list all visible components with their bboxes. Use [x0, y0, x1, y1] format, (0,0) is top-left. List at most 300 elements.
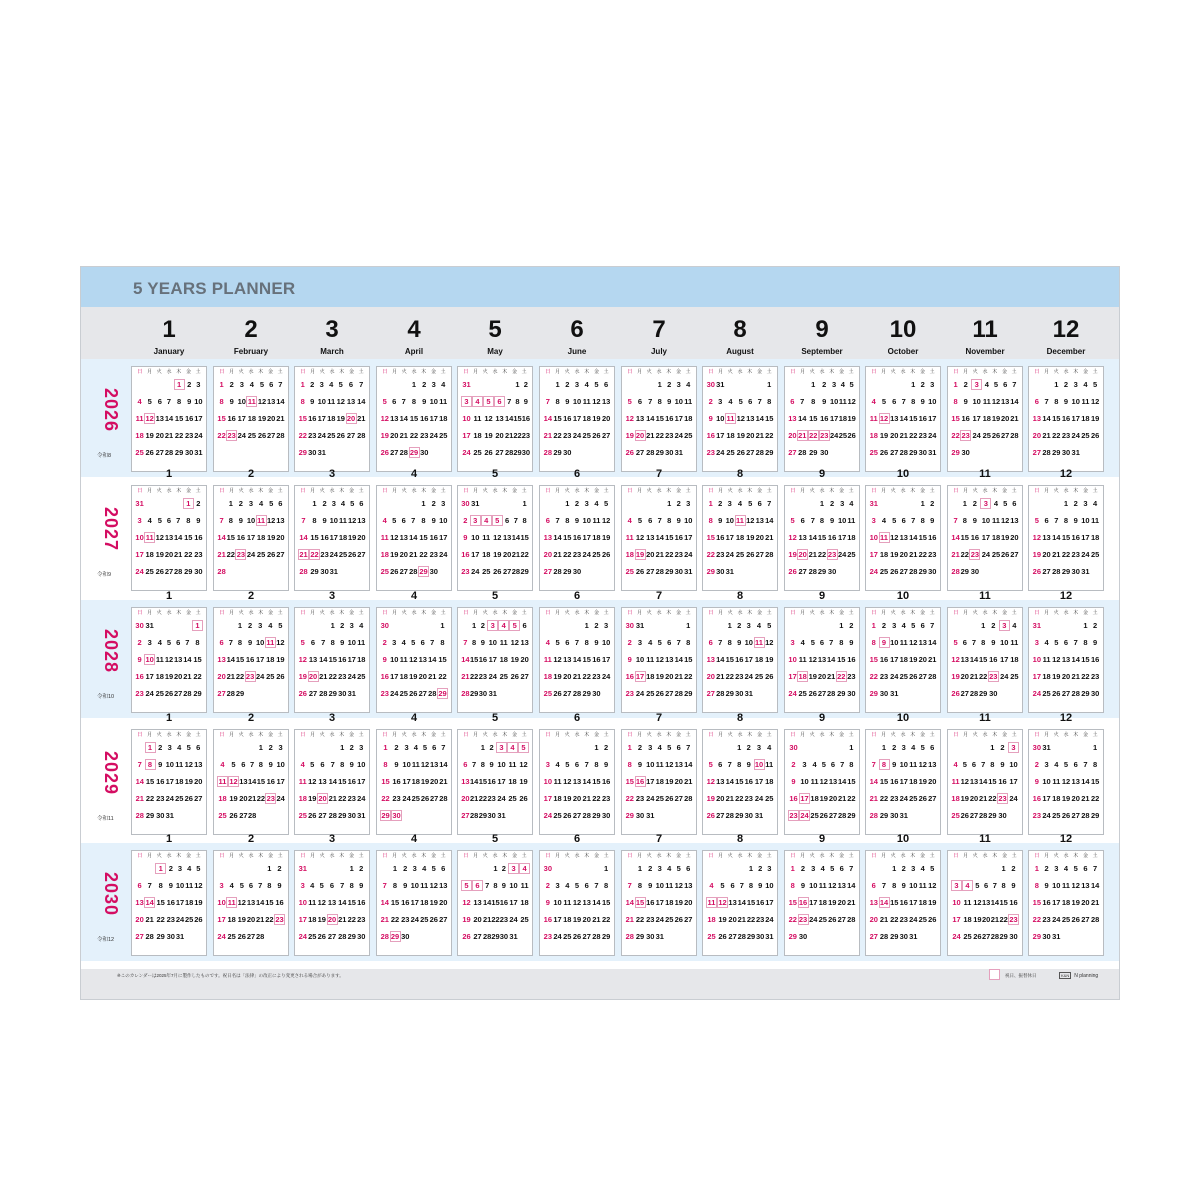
day-cell: 4: [565, 881, 570, 890]
day-cell: 3: [545, 760, 550, 769]
day-cell: 3: [196, 380, 201, 389]
day-cell: 6: [432, 743, 437, 752]
day-cell: 12: [510, 638, 519, 647]
day-grid: [217, 498, 285, 583]
day-cell: 22: [390, 915, 400, 924]
day-grid: [217, 620, 285, 705]
day-cell: 17: [809, 898, 818, 907]
day-cell: 4: [881, 516, 887, 525]
day-cell: 20: [716, 794, 725, 803]
empty-day: [164, 498, 173, 515]
day-cell: 15: [706, 533, 715, 542]
weekday-label: 水: [900, 488, 906, 494]
day-cell: 27: [399, 567, 408, 576]
empty-day: [248, 742, 257, 759]
month-calendar-2026-6: [539, 366, 615, 472]
day-cell: 4: [953, 760, 958, 769]
day-cell: 4: [220, 760, 225, 769]
day-cell: 25: [665, 915, 674, 924]
day-cell: 9: [1011, 881, 1016, 890]
day-cell: 7: [219, 516, 224, 525]
day-cell: 16: [827, 533, 837, 542]
day-grid: [543, 498, 611, 583]
weekday-label: 金: [511, 488, 517, 494]
day-cell: 30: [185, 448, 194, 457]
month-label: 10: [896, 468, 910, 480]
day-cell: 13: [928, 760, 937, 769]
weekday-label: 水: [1063, 488, 1069, 494]
day-cell: 27: [969, 811, 979, 820]
day-cell: 11: [625, 533, 634, 542]
weekday-header: [543, 610, 611, 617]
day-grid: [461, 379, 529, 464]
day-cell: 18: [765, 777, 774, 786]
day-cell: 18: [847, 533, 856, 542]
day-cell: 12: [951, 655, 960, 664]
empty-day: [472, 863, 483, 880]
day-grid: [543, 620, 611, 705]
day-cell: 15: [1061, 533, 1071, 542]
day-cell: 13: [318, 777, 327, 786]
day-cell: 6: [392, 397, 397, 406]
empty-day: [543, 379, 553, 396]
day-cell: 11: [227, 898, 236, 907]
day-cell: 13: [267, 397, 276, 406]
weekday-label: 月: [310, 853, 316, 859]
weekday-label: 火: [809, 369, 815, 375]
day-cell: 17: [462, 431, 471, 440]
day-cell: 11: [726, 414, 735, 423]
weekday-header: [1032, 610, 1100, 617]
day-cell: 6: [1003, 380, 1008, 389]
weekday-label: 月: [637, 732, 643, 738]
weekday-label: 月: [147, 732, 153, 738]
day-cell: 4: [686, 380, 691, 389]
day-cell: 8: [1083, 638, 1088, 647]
day-cell: 9: [830, 516, 835, 525]
day-cell: 29: [156, 932, 165, 941]
day-cell: 27: [582, 932, 591, 941]
empty-day: [1071, 742, 1081, 759]
day-grid: [298, 742, 366, 827]
weekday-label: 日: [463, 369, 469, 375]
day-cell: 27: [1010, 550, 1019, 559]
day-cell: 3: [487, 620, 498, 637]
day-cell: 1: [637, 864, 643, 873]
day-cell: 12: [973, 898, 982, 907]
weekday-label: 火: [401, 732, 407, 738]
day-cell: 27: [267, 431, 276, 440]
weekday-label: 金: [185, 610, 191, 616]
weekday-label: 日: [137, 732, 143, 738]
day-cell: 18: [1042, 672, 1051, 681]
day-cell: 7: [382, 881, 387, 890]
empty-day: [553, 498, 563, 515]
day-cell: 8: [981, 638, 986, 647]
day-cell: 13: [572, 777, 582, 786]
day-cell: 26: [1071, 915, 1080, 924]
day-cell: 9: [382, 655, 387, 664]
day-cell: 18: [951, 794, 960, 803]
weekday-label: 日: [953, 610, 959, 616]
day-cell: 19: [390, 550, 399, 559]
day-cell: 10: [928, 397, 937, 406]
day-cell: 16: [245, 655, 255, 664]
day-cell: 29: [960, 567, 969, 576]
day-cell: 8: [421, 516, 426, 525]
weekday-label: 日: [382, 853, 388, 859]
empty-day: [543, 742, 553, 759]
day-grid: [543, 863, 611, 948]
weekday-label: 水: [1063, 610, 1069, 616]
day-cell: 19: [718, 915, 727, 924]
month-header-3: [294, 307, 370, 359]
day-cell: 21: [380, 915, 389, 924]
empty-day: [979, 742, 988, 759]
empty-day: [317, 742, 328, 759]
day-cell: 30: [918, 448, 927, 457]
day-cell: 4: [177, 743, 182, 752]
day-cell: 10: [165, 760, 174, 769]
day-cell: 29: [347, 932, 356, 941]
day-cell: 7: [1012, 380, 1017, 389]
empty-day: [562, 620, 572, 637]
day-cell: 6: [1063, 638, 1069, 647]
day-cell: 27: [755, 550, 764, 559]
day-cell: 17: [744, 655, 753, 664]
day-cell: 4: [840, 380, 845, 389]
day-cell: 17: [410, 898, 419, 907]
day-cell: 10: [1071, 397, 1080, 406]
empty-day: [338, 863, 348, 880]
day-grid: [625, 742, 693, 827]
empty-day: [592, 863, 602, 880]
day-cell: 27: [684, 915, 693, 924]
month-label: 2: [247, 590, 255, 602]
day-cell: 6: [137, 881, 142, 890]
day-cell: 11: [592, 516, 601, 525]
weekday-label: 金: [348, 610, 354, 616]
weekday-label: 火: [156, 369, 162, 375]
day-cell: 3: [248, 499, 254, 508]
month-header-9: [784, 307, 860, 359]
day-cell: 27: [439, 915, 448, 924]
day-cell: 29: [184, 567, 193, 576]
weekday-label: 木: [584, 488, 590, 494]
day-cell: 21: [572, 672, 582, 681]
day-grid: [298, 498, 366, 583]
day-cell: 4: [820, 864, 825, 873]
day-cell: 23: [798, 915, 808, 924]
day-cell: 11: [963, 898, 972, 907]
day-cell: 7: [228, 638, 233, 647]
day-cell: 1: [267, 864, 272, 873]
weekday-label: 木: [421, 853, 427, 859]
day-cell: 6: [329, 881, 335, 890]
day-cell: 17: [347, 655, 356, 664]
weekday-header: [951, 488, 1019, 495]
day-cell: 29: [879, 811, 889, 820]
day-cell: 19: [229, 794, 238, 803]
month-calendar-2028-1: [131, 607, 207, 713]
day-cell: 3: [746, 621, 751, 630]
weekday-label: 土: [1011, 610, 1017, 616]
day-cell: 8: [871, 638, 876, 647]
weekday-header: [1032, 488, 1100, 495]
day-cell: 17: [725, 533, 734, 542]
day-cell: 28: [979, 811, 988, 820]
day-cell: 18: [1061, 898, 1071, 907]
day-cell: 5: [830, 864, 835, 873]
day-cell: 13: [635, 414, 645, 423]
day-cell: 6: [310, 638, 316, 647]
day-cell: 2: [565, 380, 570, 389]
day-cell: 5: [748, 499, 753, 508]
day-cell: 1: [594, 743, 599, 752]
day-cell: 14: [543, 414, 553, 423]
day-cell: 31: [357, 811, 366, 820]
empty-day: [706, 863, 717, 880]
weekday-label: 火: [972, 853, 978, 859]
day-cell: 15: [298, 414, 307, 423]
weekday-label: 水: [900, 369, 906, 375]
day-cell: 6: [348, 380, 354, 389]
day-cell: 21: [226, 672, 235, 681]
month-label: 10: [896, 833, 910, 845]
weekday-label: 月: [800, 488, 806, 494]
weekday-label: 水: [656, 369, 662, 375]
day-cell: 6: [667, 638, 672, 647]
weekday-label: 金: [430, 853, 436, 859]
day-cell: 10: [194, 397, 203, 406]
day-cell: 9: [667, 397, 672, 406]
day-cell: 14: [979, 777, 988, 786]
day-cell: 27: [890, 448, 899, 457]
day-cell: 19: [155, 550, 164, 559]
day-cell: 21: [847, 898, 856, 907]
day-cell: 28: [869, 811, 878, 820]
day-cell: 14: [247, 777, 257, 786]
day-cell: 24: [1071, 431, 1080, 440]
weekday-label: 土: [195, 610, 201, 616]
day-cell: 27: [461, 811, 470, 820]
day-cell: 19: [420, 777, 430, 786]
weekday-label: 火: [238, 369, 244, 375]
month-label: 9: [818, 468, 826, 480]
day-cell: 25: [798, 689, 807, 698]
weekday-label: 日: [137, 488, 143, 494]
day-cell: 19: [674, 898, 683, 907]
day-cell: 8: [748, 881, 754, 890]
day-cell: 15: [890, 898, 899, 907]
weekday-label: 水: [737, 732, 743, 738]
empty-day: [505, 379, 513, 396]
weekday-header: [706, 732, 774, 739]
day-cell: 9: [594, 638, 599, 647]
month-calendar-2028-4: [376, 607, 452, 713]
day-cell: 7: [1083, 760, 1088, 769]
weekday-label: 月: [310, 732, 316, 738]
day-cell: 26: [336, 431, 345, 440]
weekday-label: 火: [564, 853, 570, 859]
day-cell: 16: [380, 672, 389, 681]
weekday-label: 金: [919, 853, 925, 859]
month-label: 3: [328, 833, 336, 845]
weekday-label: 火: [401, 610, 407, 616]
day-cell: 16: [320, 533, 329, 542]
weekday-header: [135, 610, 203, 617]
day-cell: 7: [555, 516, 560, 525]
day-cell: 12: [765, 638, 774, 647]
day-cell: 4: [584, 380, 589, 389]
day-grid: [1032, 863, 1100, 948]
day-cell: 9: [463, 533, 468, 542]
month-calendar-2027-10: [865, 485, 941, 591]
day-cell: 31: [497, 811, 506, 820]
day-cell: 9: [229, 397, 234, 406]
day-cell: 17: [981, 533, 991, 542]
weekday-label: 日: [545, 610, 551, 616]
empty-day: [308, 863, 318, 880]
weekday-label: 土: [848, 853, 854, 859]
weekday-label: 金: [430, 369, 436, 375]
day-cell: 23: [635, 794, 645, 803]
day-cell: 3: [901, 743, 906, 752]
day-cell: 17: [543, 794, 553, 803]
day-cell: 9: [187, 397, 192, 406]
weekday-label: 日: [300, 610, 306, 616]
day-cell: 28: [439, 794, 448, 803]
day-cell: 4: [441, 380, 446, 389]
day-cell: 29: [601, 932, 611, 941]
day-cell: 26: [184, 794, 193, 803]
day-cell: 26: [1090, 431, 1100, 440]
weekday-label: 火: [890, 610, 896, 616]
day-cell: 2: [892, 743, 897, 752]
day-cell: 24: [655, 915, 664, 924]
day-cell: 14: [725, 777, 734, 786]
day-cell: 12: [890, 533, 899, 542]
day-cell: 11: [218, 777, 227, 786]
weekday-label: 水: [656, 488, 662, 494]
day-cell: 3: [508, 863, 519, 880]
weekday-label: 月: [229, 853, 235, 859]
day-cell: 31: [471, 499, 480, 508]
day-cell: 3: [177, 864, 183, 873]
day-cell: 4: [1012, 621, 1017, 630]
day-cell: 25: [520, 915, 529, 924]
day-cell: 15: [788, 898, 797, 907]
day-cell: 15: [601, 898, 611, 907]
weekday-label: 月: [147, 610, 153, 616]
day-cell: 20: [239, 794, 248, 803]
day-cell: 19: [510, 655, 519, 664]
month-label: 12: [1059, 833, 1073, 845]
day-cell: 11: [175, 760, 184, 769]
day-cell: 14: [582, 777, 591, 786]
weekday-label: 火: [319, 610, 325, 616]
weekday-label: 日: [953, 488, 959, 494]
day-cell: 16: [918, 414, 927, 423]
day-cell: 24: [582, 550, 591, 559]
day-cell: 9: [137, 655, 142, 664]
day-grid: [706, 498, 774, 583]
day-cell: 14: [990, 898, 1000, 907]
day-cell: 4: [920, 864, 925, 873]
day-cell: 18: [818, 898, 827, 907]
day-cell: 17: [890, 655, 899, 664]
empty-day: [390, 620, 400, 637]
day-cell: 29: [988, 811, 997, 820]
day-cell: 21: [299, 550, 308, 559]
day-cell: 19: [462, 915, 471, 924]
day-cell: 16: [635, 777, 645, 786]
day-cell: 30: [1090, 689, 1100, 698]
day-cell: 6: [962, 638, 967, 647]
day-cell: 3: [756, 743, 762, 752]
day-cell: 29: [310, 567, 319, 576]
day-cell: 1: [555, 380, 560, 389]
day-cell: 18: [420, 898, 429, 907]
weekday-label: 日: [953, 369, 959, 375]
day-cell: 19: [601, 533, 611, 542]
day-cell: 5: [667, 743, 672, 752]
day-cell: 21: [399, 431, 408, 440]
day-cell: 25: [327, 431, 336, 440]
day-cell: 16: [236, 533, 246, 542]
weekday-label: 火: [564, 488, 570, 494]
day-cell: 4: [401, 638, 406, 647]
day-cell: 8: [237, 638, 243, 647]
day-cell: 28: [428, 689, 437, 698]
month-calendar-2028-3: [294, 607, 370, 713]
day-cell: 8: [637, 881, 643, 890]
day-cell: 29: [788, 932, 797, 941]
empty-day: [164, 620, 173, 637]
day-cell: 5: [231, 760, 236, 769]
day-cell: 13: [308, 655, 318, 664]
day-cell: 1: [990, 743, 995, 752]
empty-day: [461, 863, 472, 880]
day-cell: 3: [359, 743, 364, 752]
day-cell: 24: [390, 689, 399, 698]
day-cell: 5: [555, 638, 560, 647]
month-calendar-2030-10: [865, 850, 941, 956]
weekday-label: 木: [829, 369, 835, 375]
day-cell: 19: [184, 777, 193, 786]
day-cell: 8: [383, 760, 388, 769]
month-label: 11: [979, 590, 991, 602]
weekday-label: 金: [267, 369, 273, 375]
day-cell: 30: [646, 932, 655, 941]
empty-day: [390, 498, 400, 515]
day-cell: 13: [918, 638, 927, 647]
weekday-label: 木: [992, 369, 998, 375]
empty-day: [1042, 620, 1052, 637]
day-cell: 10: [553, 898, 562, 907]
day-cell: 8: [145, 759, 156, 776]
day-cell: 2: [972, 499, 977, 508]
day-cell: 7: [810, 516, 815, 525]
day-cell: 29: [390, 932, 400, 941]
day-cell: 10: [744, 638, 753, 647]
day-cell: 29: [765, 448, 774, 457]
weekday-label: 木: [747, 853, 753, 859]
day-cell: 30: [890, 811, 899, 820]
month-calendar-2030-5: [457, 850, 533, 956]
day-cell: 29: [338, 811, 347, 820]
day-cell: 4: [962, 880, 973, 897]
